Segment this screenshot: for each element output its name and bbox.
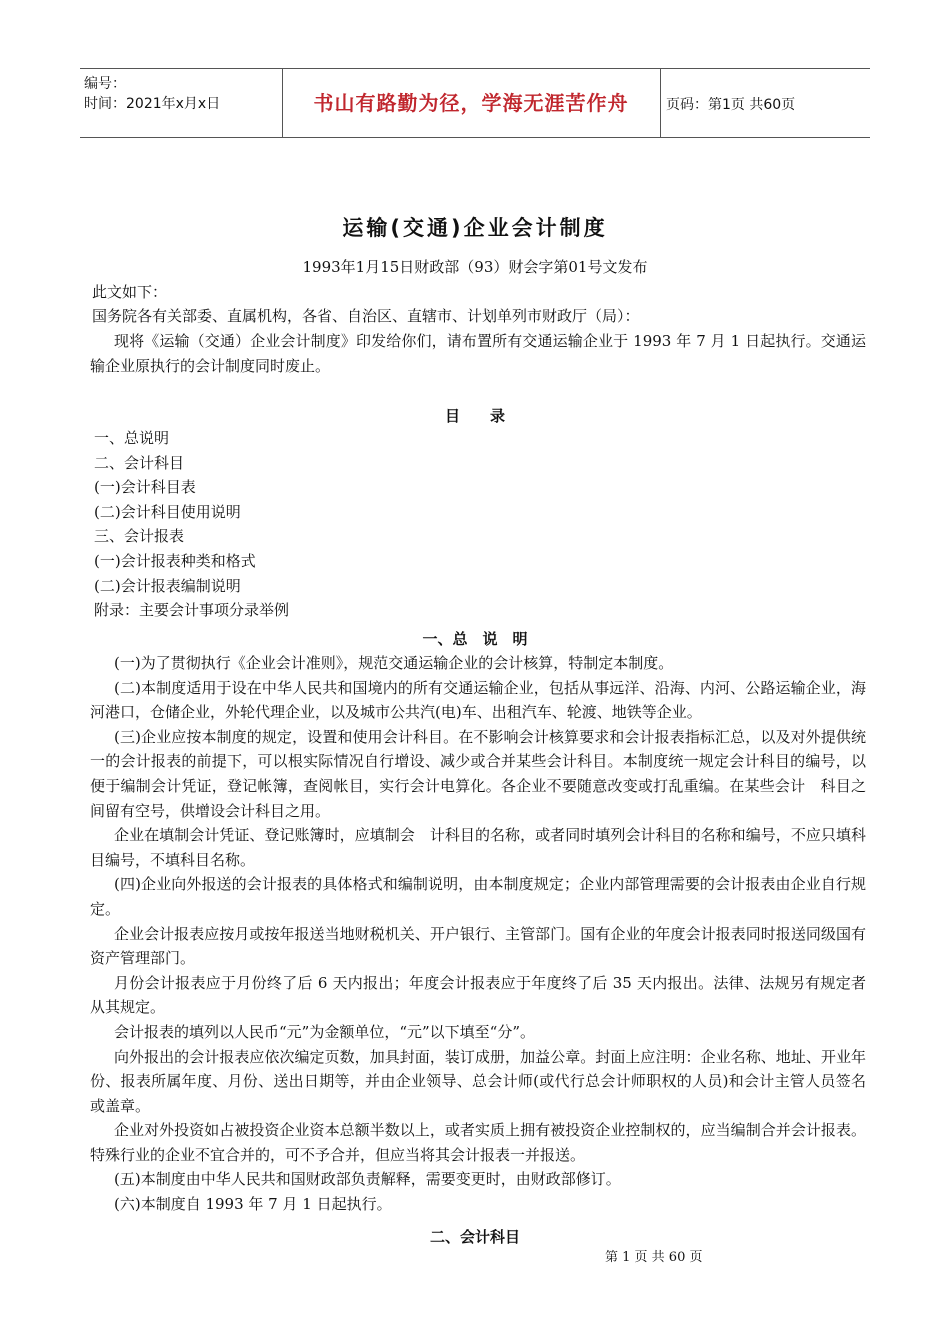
document-subtitle: 1993年1月15日财政部（93）财会字第01号文发布 bbox=[302, 258, 648, 276]
toc-item: (一)会计科目表 bbox=[94, 478, 196, 497]
paragraph: (四)企业向外报送的会计报表的具体格式和编制说明，由本制度规定；企业内部管理需要的会计报表由企业自行规定。 bbox=[90, 875, 866, 918]
paragraph: (五)本制度由中华人民共和国财政部负责解释，需要变更时，由财政部修订。 bbox=[114, 1170, 621, 1189]
paragraph: (一)为了贯彻执行《企业会计准则》，规范交通运输企业的会计核算，特制定本制度。 bbox=[114, 654, 674, 672]
header-divider bbox=[660, 69, 661, 137]
toc-item: (二)会计报表编制说明 bbox=[94, 576, 241, 595]
intro-line: 此文如下： bbox=[92, 283, 168, 301]
toc-item: 二、会计科目 bbox=[94, 453, 185, 472]
toc-item: 三、会计报表 bbox=[94, 527, 185, 546]
date-label: 时间：2021年x月x日 bbox=[84, 96, 221, 112]
document-header bbox=[80, 68, 870, 138]
paragraph: 企业对外投资如占被投资企业资本总额半数以上，或者实质上拥有被投资企业控制权的，应当编制合并会计报表。特殊行业的企业不宜合并的，可不予合并，但应当将其会计报表一并报送。 bbox=[90, 1121, 866, 1164]
page-info: 页码：第1页 共60页 bbox=[666, 97, 796, 113]
paragraph: 企业在填制会计凭证、登记账簿时，应填制会 计科目的名称，或者同时填列会计科目的名称和编号，不应只填科目编号，不填科目名称。 bbox=[90, 826, 866, 869]
paragraph: (二)本制度适用于设在中华人民共和国境内的所有交通运输企业，包括从事远洋、沿海、内河、公路运输企业，海河港口，仓储企业，外轮代理企业，以及城市公共汽(电)车、出租汽车、轮渡、地铁等企业。 bbox=[90, 678, 866, 722]
paragraph: 向外报出的会计报表应依次编定页数，加具封面，装订成册，加益公章。封面上应注明：企业名称、地址、开业年份、报表所属年度、月份、送出日期等，并由企业领导、总会计师(或代行总会计师职权的人员)和会计主管人员签名或盖章。 bbox=[90, 1047, 866, 1115]
paragraph: 会计报表的填列以人民币“元”为金额单位，“元”以下填至“分”。 bbox=[114, 1022, 536, 1041]
number-label: 编号： bbox=[84, 76, 126, 92]
toc-item: (二)会计科目使用说明 bbox=[94, 502, 241, 521]
intro-addressee: 国务院各有关部委、直属机构，各省、自治区、直辖市、计划单列市财政厅（局）： bbox=[92, 307, 640, 325]
toc-heading: 目 录 bbox=[444, 407, 505, 425]
page-footer: 第 1 页 共 60 页 bbox=[605, 1250, 703, 1265]
paragraph: (三)企业应按本制度的规定，设置和使用会计科目。在不影响会计核算要求和会计报表指标汇总，以及对外提供统一的会计报表的前提下，可以根实际情况自行增设、减少或合并某些会计科目。本制度统一规定会计科目的编号，以便于编制会计凭证，登记帐簿，查阅帐目，实行会计电算化。各企业不要随意改变或打乱重编。在某些会计 科目之间留有空号，供增设会计科目之用。 bbox=[90, 727, 866, 820]
intro-paragraph: 现将《运输（交通）企业会计制度》印发给你们，请布置所有交通运输企业于 1993 年 7 月 1 日起执行。交通运输企业原执行的会计制度同时废止。 bbox=[90, 332, 866, 375]
paragraph: 企业会计报表应按月或按年报送当地财税机关、开户银行、主管部门。国有企业的年度会计报表同时报送同级国有资产管理部门。 bbox=[90, 924, 866, 968]
header-motto: 书山有路勤为径，学海无涯苦作舟 bbox=[313, 91, 629, 115]
toc-item: 一、总说明 bbox=[94, 429, 170, 447]
paragraph: (六)本制度自 1993 年 7 月 1 日起执行。 bbox=[114, 1195, 392, 1214]
toc-item: (一)会计报表种类和格式 bbox=[94, 551, 256, 570]
section-body bbox=[90, 651, 866, 1217]
table-of-contents bbox=[94, 426, 870, 623]
paragraph: 月份会计报表应于月份终了后 6 天内报出；年度会计报表应于年度终了后 35 天内报出。法律、法规另有规定者从其规定。 bbox=[90, 973, 866, 1017]
toc-item: 附录：主要会计事项分录举例 bbox=[94, 601, 290, 620]
section-heading: 一、总 说 明 bbox=[422, 630, 528, 648]
section-heading: 二、会计科目 bbox=[429, 1228, 520, 1246]
document-title: 运输(交通)企业会计制度 bbox=[342, 216, 608, 240]
